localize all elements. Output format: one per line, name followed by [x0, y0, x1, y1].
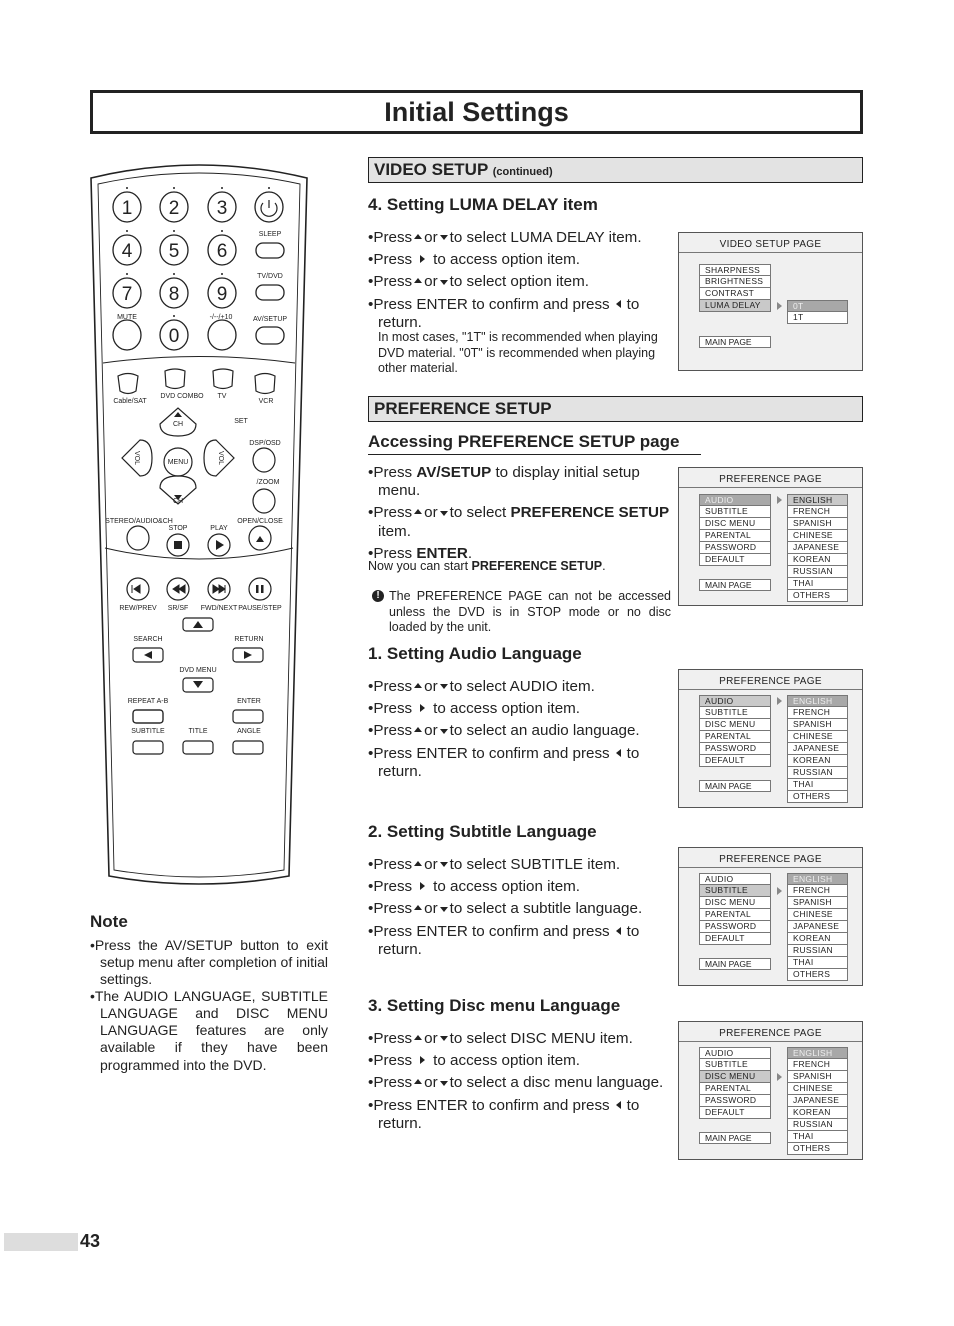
- luma-delay-note: In most cases, "1T" is recommended when playing DVD material. "0T" is recommended when playing other material.: [378, 330, 658, 376]
- up-arrow-icon: [414, 509, 422, 514]
- down-arrow-icon: [440, 511, 448, 516]
- up-arrow-icon: [414, 1035, 422, 1040]
- down-arrow-icon: [440, 1036, 448, 1041]
- note-item: •Press the AV/SETUP button to exit setup menu after completion of initial settings.: [90, 937, 329, 988]
- up-arrow-icon: [414, 861, 422, 866]
- svg-text:/ZOOM: /ZOOM: [256, 479, 280, 486]
- svg-text:Cable/SAT: Cable/SAT: [113, 398, 147, 405]
- svg-text:DVD COMBO: DVD COMBO: [160, 393, 204, 400]
- down-arrow-icon: [440, 684, 448, 689]
- digit-3: 3: [216, 198, 228, 219]
- svg-text:VOL: VOL: [133, 450, 140, 466]
- now-you-can-start: Now you can start PREFERENCE SETUP.: [368, 559, 606, 573]
- luma-delay-title: 4. Setting LUMA DELAY item: [368, 195, 598, 214]
- svg-text:CH: CH: [172, 498, 184, 505]
- svg-text:SET: SET: [234, 418, 248, 425]
- digit-6: 6: [216, 241, 228, 262]
- up-arrow-icon: [414, 278, 422, 283]
- up-arrow-icon: [414, 1079, 422, 1084]
- preference-warning: The PREFERENCE PAGE can not be accessed unless the DVD is in STOP mode or no disc loaded by the unit.: [389, 589, 671, 635]
- digit-8: 8: [168, 284, 180, 305]
- left-arrow-icon: [616, 749, 621, 757]
- left-arrow-icon: [616, 300, 621, 308]
- up-arrow-icon: [414, 905, 422, 910]
- svg-text:-/--/+10: -/--/+10: [209, 314, 233, 321]
- luma-delay-steps: •Press or to select LUMA DELAY item. •Press to access option item. •Press or to select option item. •Press ENTER to confirm and press to return.: [368, 229, 642, 331]
- svg-text:DVD MENU: DVD MENU: [179, 667, 217, 674]
- svg-text:REW/PREV: REW/PREV: [119, 605, 157, 612]
- note-list: [90, 937, 328, 1074]
- svg-text:STEREO/AUDIO&CH: STEREO/AUDIO&CH: [105, 518, 173, 525]
- svg-text:MUTE: MUTE: [117, 314, 137, 321]
- left-arrow-icon: [616, 927, 621, 935]
- accessing-preference-title: Accessing PREFERENCE SETUP page: [368, 432, 701, 455]
- svg-text:SLEEP: SLEEP: [258, 231, 282, 238]
- audio-language-title: 1. Setting Audio Language: [368, 644, 582, 663]
- subtitle-language-steps: •Press or to select SUBTITLE item. •Press to access option item. •Press or to select a subtitle language. •Press ENTER to confirm and press to return.: [368, 856, 643, 958]
- video-setup-page-screen: VIDEO SETUP PAGE SHARPNESS BRIGHTNESS CONTRAST LUMA DELAY 0T 1T MAIN PAGE: [678, 232, 863, 371]
- svg-text:ENTER: ENTER: [237, 698, 261, 705]
- left-arrow-icon: [616, 1101, 621, 1109]
- svg-text:MENU: MENU: [167, 459, 189, 466]
- page-number-bar: [4, 1233, 78, 1251]
- svg-text:VCR: VCR: [258, 398, 274, 405]
- svg-text:OPEN/CLOSE: OPEN/CLOSE: [237, 518, 283, 525]
- right-arrow-icon: [420, 255, 425, 263]
- video-setup-heading: VIDEO SETUP (continued): [368, 157, 863, 183]
- svg-text:SUBTITLE: SUBTITLE: [131, 728, 165, 735]
- down-arrow-icon: [440, 235, 448, 240]
- preference-page-screen-audio: PREFERENCE PAGE AUDIO SUBTITLE DISC MENU PARENTAL PASSWORD DEFAULT ENGLISH FRENCH SPANISH CHINESE JAPANESE KOREAN RUSSIAN THAI OTHERS MAIN PAGE: [678, 669, 863, 808]
- disc-menu-language-title: 3. Setting Disc menu Language: [368, 996, 621, 1015]
- digit-5: 5: [168, 241, 180, 262]
- svg-text:STOP: STOP: [168, 525, 188, 532]
- up-arrow-icon: [414, 683, 422, 688]
- digit-4: 4: [121, 241, 133, 262]
- svg-text:ANGLE: ANGLE: [237, 728, 261, 735]
- svg-text:TITLE: TITLE: [188, 728, 208, 735]
- disc-menu-language-steps: •Press or to select DISC MENU item. •Press to access option item. •Press or to select a disc menu language. •Press ENTER to confirm and press to return.: [368, 1030, 664, 1132]
- svg-text:SEARCH: SEARCH: [133, 636, 163, 643]
- page-title: Initial Settings: [90, 90, 863, 134]
- preference-page-screen-access: PREFERENCE PAGE AUDIO SUBTITLE DISC MENU PARENTAL PASSWORD DEFAULT ENGLISH FRENCH SPANISH CHINESE JAPANESE KOREAN RUSSIAN THAI OTHERS MAIN PAGE: [678, 467, 863, 606]
- right-arrow-icon: [420, 1056, 425, 1064]
- digit-9: 9: [216, 284, 228, 305]
- svg-text:TV: TV: [217, 393, 227, 400]
- audio-language-steps: •Press or to select AUDIO item. •Press to access option item. •Press or to select an audio language. •Press ENTER to confirm and press to return.: [368, 678, 640, 780]
- down-arrow-icon: [440, 729, 448, 734]
- svg-text:REPEAT A-B: REPEAT A-B: [127, 698, 169, 705]
- digit-7: 7: [121, 284, 133, 305]
- down-arrow-icon: [440, 1081, 448, 1086]
- accessing-preference-steps: •Press AV/SETUP to display initial setup menu. •Press or to select PREFERENCE SETUP item. •Press ENTER.: [368, 464, 670, 562]
- svg-text:PLAY: PLAY: [210, 525, 228, 532]
- down-arrow-icon: [440, 280, 448, 285]
- down-arrow-icon: [440, 862, 448, 867]
- svg-text:VOL: VOL: [217, 450, 224, 466]
- svg-text:RETURN: RETURN: [234, 636, 264, 643]
- warning-icon: !: [372, 590, 384, 602]
- svg-text:FWD/NEXT: FWD/NEXT: [200, 605, 238, 612]
- svg-text:CH: CH: [172, 421, 184, 428]
- subtitle-language-title: 2. Setting Subtitle Language: [368, 822, 597, 841]
- svg-text:PAUSE/STEP: PAUSE/STEP: [238, 605, 282, 612]
- right-arrow-icon: [420, 882, 425, 890]
- preference-page-screen-subtitle: PREFERENCE PAGE AUDIO SUBTITLE DISC MENU PARENTAL PASSWORD DEFAULT ENGLISH FRENCH SPANISH CHINESE JAPANESE KOREAN RUSSIAN THAI OTHERS MAIN PAGE: [678, 847, 863, 986]
- preference-setup-heading: PREFERENCE SETUP: [368, 396, 863, 422]
- digit-2: 2: [168, 198, 180, 219]
- svg-text:AV/SETUP: AV/SETUP: [252, 316, 288, 323]
- up-arrow-icon: [414, 727, 422, 732]
- svg-text:DSP/OSD: DSP/OSD: [249, 440, 281, 447]
- preference-page-screen-disc-menu: PREFERENCE PAGE AUDIO SUBTITLE DISC MENU PARENTAL PASSWORD DEFAULT ENGLISH FRENCH SPANISH CHINESE JAPANESE KOREAN RUSSIAN THAI OTHERS MAIN PAGE: [678, 1021, 863, 1160]
- up-arrow-icon: [414, 234, 422, 239]
- digit-1: 1: [121, 198, 133, 219]
- remote-control-illustration: [88, 158, 310, 888]
- digit-0: 0: [168, 326, 180, 347]
- svg-text:SR/SF: SR/SF: [167, 605, 189, 612]
- page-number: 43: [80, 1231, 101, 1251]
- note-item: •The AUDIO LANGUAGE, SUBTITLE LANGUAGE and DISC MENU LANGUAGE features are only available if they have been programmed into the DVD.: [90, 988, 328, 1073]
- right-arrow-icon: [420, 704, 425, 712]
- note-heading: Note: [90, 912, 128, 931]
- down-arrow-icon: [440, 907, 448, 912]
- svg-text:TV/DVD: TV/DVD: [257, 273, 283, 280]
